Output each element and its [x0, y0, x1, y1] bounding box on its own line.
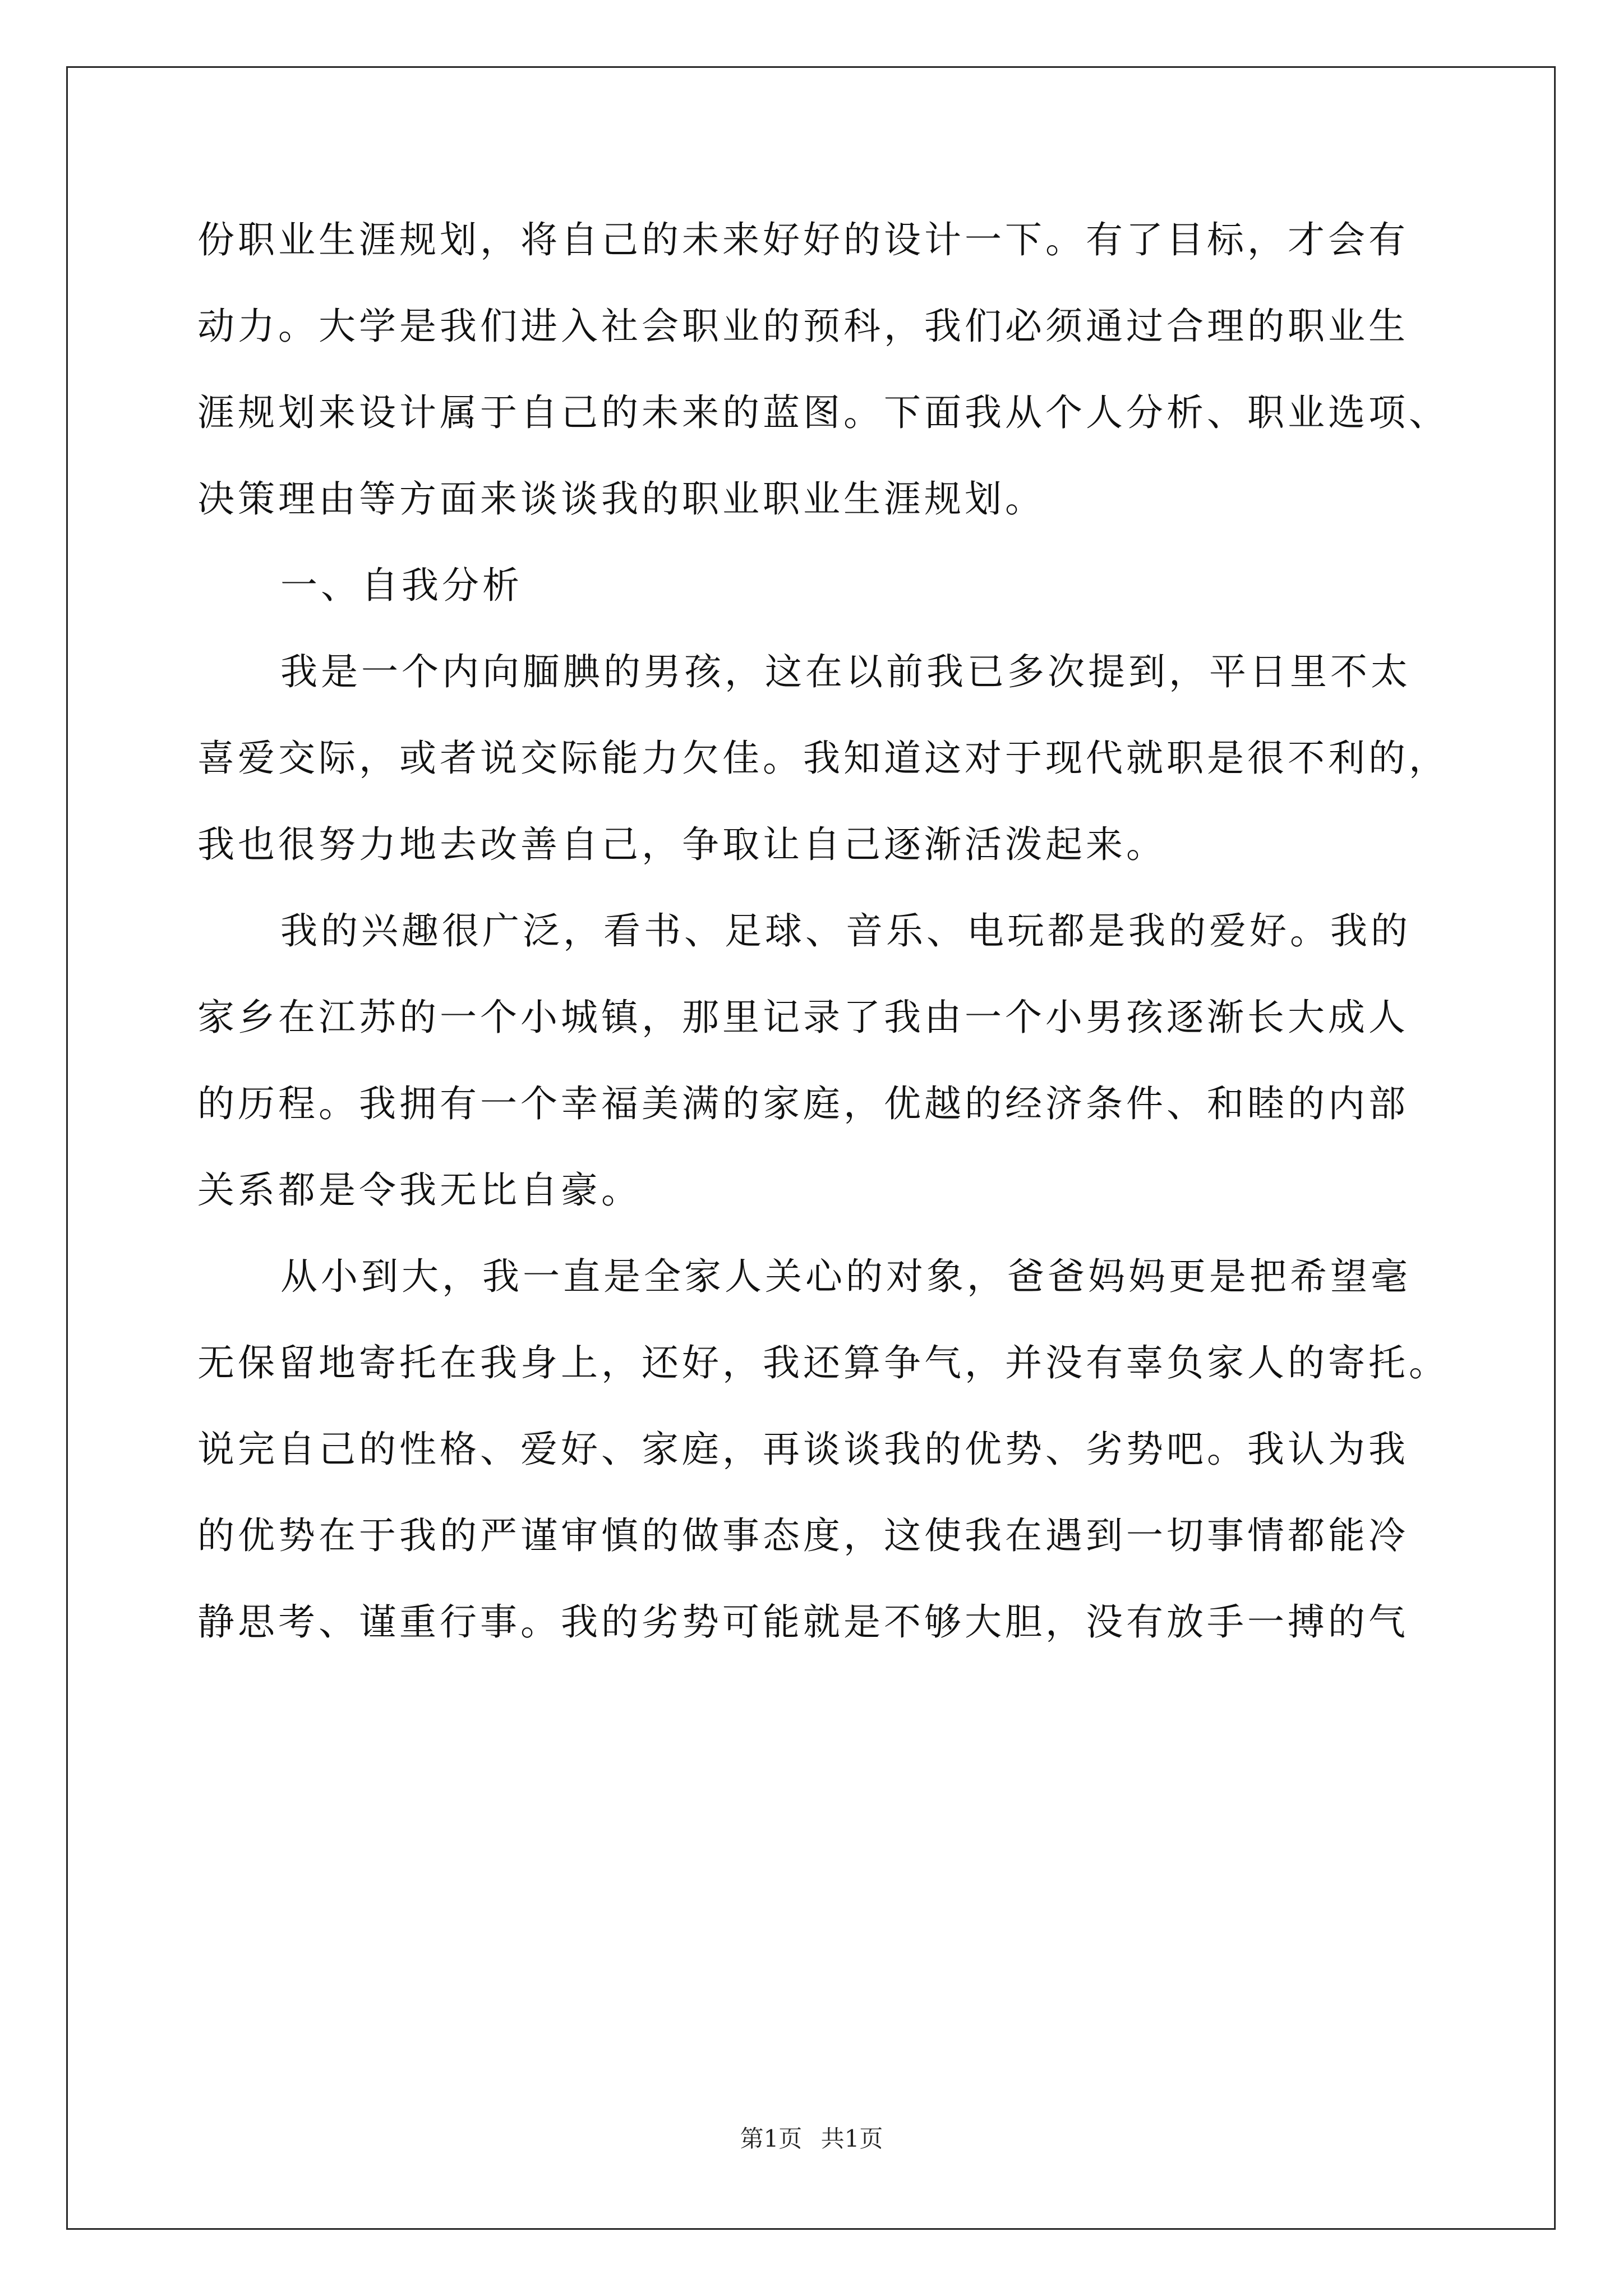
- text-line: 我的兴趣很广泛，看书、足球、音乐、电玩都是我的爱好。我的: [280, 909, 1411, 953]
- text-line: 从小到大，我一直是全家人关心的对象，爸爸妈妈更是把希望毫: [280, 1255, 1411, 1298]
- text-line: 我是一个内向腼腆的男孩，这在以前我已多次提到，平日里不太: [280, 650, 1411, 693]
- text-line: 静思考、谨重行事。我的劣势可能就是不够大胆，没有放手一搏的气: [197, 1600, 1409, 1644]
- page-number: 第1页: [740, 2125, 803, 2152]
- text-line: 份职业生涯规划，将自己的未来好好的设计一下。有了目标，才会有: [197, 218, 1409, 261]
- text-line: 的历程。我拥有一个幸福美满的家庭，优越的经济条件、和睦的内部: [197, 1082, 1409, 1125]
- text-line: 一、自我分析: [280, 564, 523, 607]
- page-total: 共1页: [820, 2125, 883, 2152]
- text-line: 无保留地寄托在我身上，还好，我还算争气，并没有辜负家人的寄托。: [197, 1341, 1449, 1384]
- page-footer: [0, 2120, 1623, 2154]
- text-line: 说完自己的性格、爱好、家庭，再谈谈我的优势、劣势吧。我认为我: [197, 1428, 1409, 1471]
- text-line: 决策理由等方面来谈谈我的职业职业生涯规划。: [197, 477, 1045, 521]
- text-line: 涯规划来设计属于自己的未来的蓝图。下面我从个人分析、职业选项、: [197, 391, 1449, 434]
- text-line: 动力。大学是我们进入社会职业的预科，我们必须通过合理的职业生: [197, 305, 1409, 348]
- text-line: 喜爱交际，或者说交际能力欠佳。我知道这对于现代就职是很不利的，: [197, 737, 1449, 780]
- text-line: 的优势在于我的严谨审慎的做事态度，这使我在遇到一切事情都能冷: [197, 1514, 1409, 1557]
- text-line: 关系都是令我无比自豪。: [197, 1168, 642, 1212]
- text-line: 我也很努力地去改善自己，争取让自己逐渐活泼起来。: [197, 823, 1166, 866]
- text-line: 家乡在江苏的一个小城镇，那里记录了我由一个小男孩逐渐长大成人: [197, 996, 1409, 1039]
- document-body: [197, 213, 1476, 1682]
